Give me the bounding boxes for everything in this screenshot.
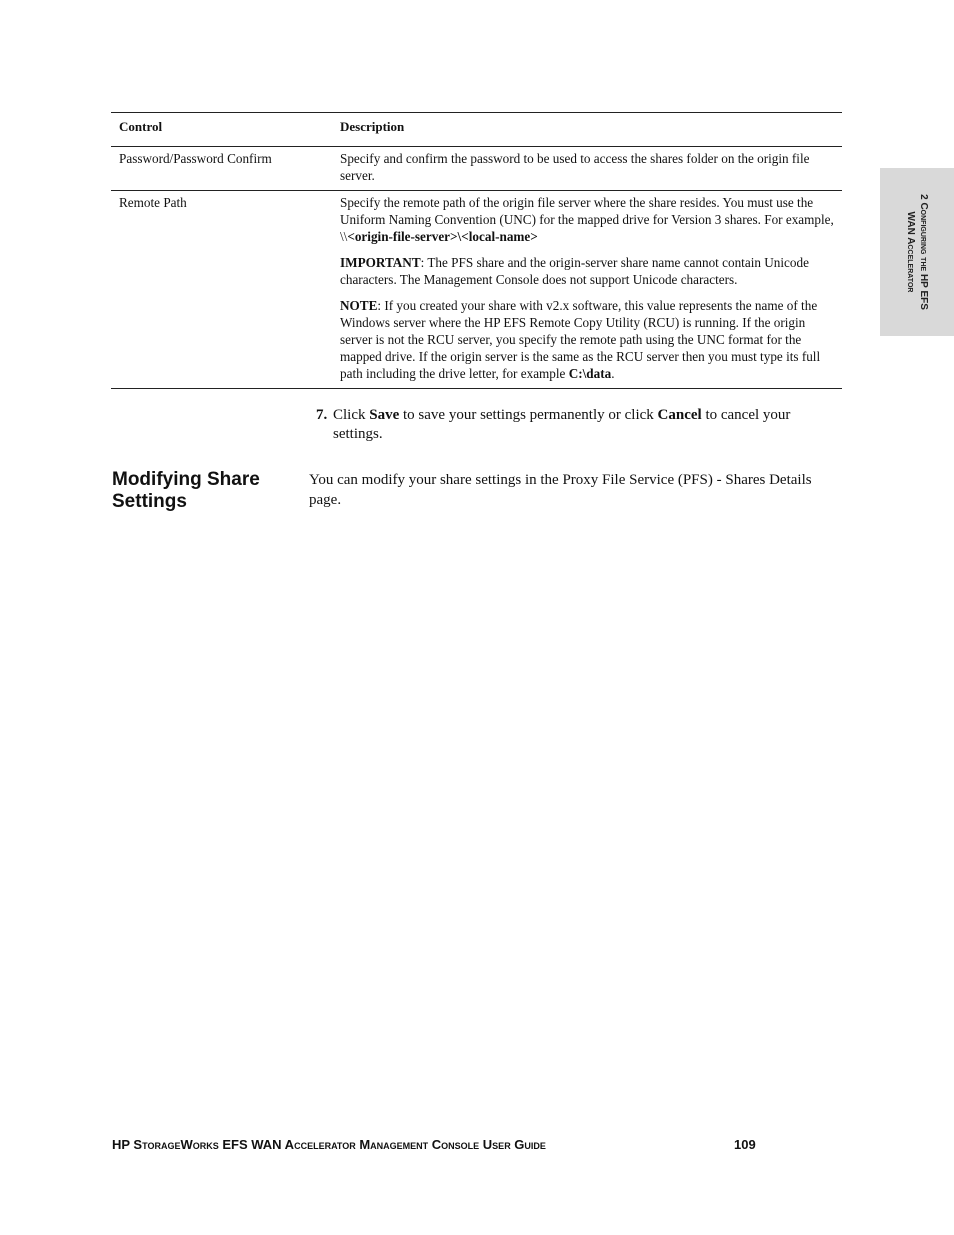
footer-guide-title: HP StorageWorks EFS WAN Accelerator Management Console User Guide [112, 1137, 546, 1152]
chapter-tab-line1: 2 Configuring the HP EFS [918, 194, 929, 310]
unc-example: <origin-file-server>\<local-name> [347, 229, 538, 244]
step-text-part: to save your settings permanently or click [399, 407, 658, 423]
note-label: NOTE [340, 298, 378, 313]
step-text-part: to cancel your settings. [333, 407, 791, 442]
section-heading: Modifying Share Settings [112, 469, 260, 512]
row-control: Remote Path [119, 195, 187, 210]
important-label: IMPORTANT [340, 255, 421, 270]
save-label: Save [369, 407, 400, 423]
row-description: Specify and confirm the password to be used to access the shares folder on the origin file server. [340, 151, 810, 183]
step-7 [316, 406, 842, 444]
table-row [111, 147, 842, 191]
table-header-row [111, 113, 842, 147]
header-control: Control [119, 119, 163, 134]
important-paragraph [340, 254, 836, 288]
step-number: 7. [316, 407, 328, 423]
row-description [333, 191, 842, 388]
step-text [333, 406, 842, 444]
chapter-side-tab [880, 168, 954, 336]
note-end: . [611, 366, 615, 381]
table-row [111, 191, 842, 389]
note-paragraph [340, 297, 836, 382]
chapter-tab-line2: WAN Accelerator [905, 211, 916, 293]
note-text: : If you created your share with v2.x software, this value represents the name of the Windows server where the HP EFS Remote Copy Utility (RCU) is running. If the origin server is not the RCU server, you specify the remote path using the UNC format for the mapped drive. If the origin server is the same as the RCU server then you must type its full path including the drive letter, for example [340, 298, 821, 381]
drive-path-example: C:\data [568, 366, 612, 381]
page-number: 109 [734, 1137, 756, 1152]
description-paragraph [340, 194, 836, 245]
chapter-tab-text [904, 168, 930, 336]
section-body: You can modify your share settings in the Proxy File Service (PFS) - Shares Details page. [309, 472, 812, 508]
header-description: Description [340, 119, 405, 134]
description-text: Specify the remote path of the origin file server where the share resides. You must use the Uniform Naming Convention (UNC) for the mapped drive for Version 3 shares. For example, \\ [340, 195, 834, 244]
step-text-part: Click [333, 407, 370, 423]
important-text: : The PFS share and the origin-server share name cannot contain Unicode characters. The Management Console does not support Unicode characters. [340, 255, 809, 287]
cancel-label: Cancel [657, 407, 702, 423]
controls-table [111, 112, 842, 389]
row-control: Password/Password Confirm [119, 151, 272, 166]
